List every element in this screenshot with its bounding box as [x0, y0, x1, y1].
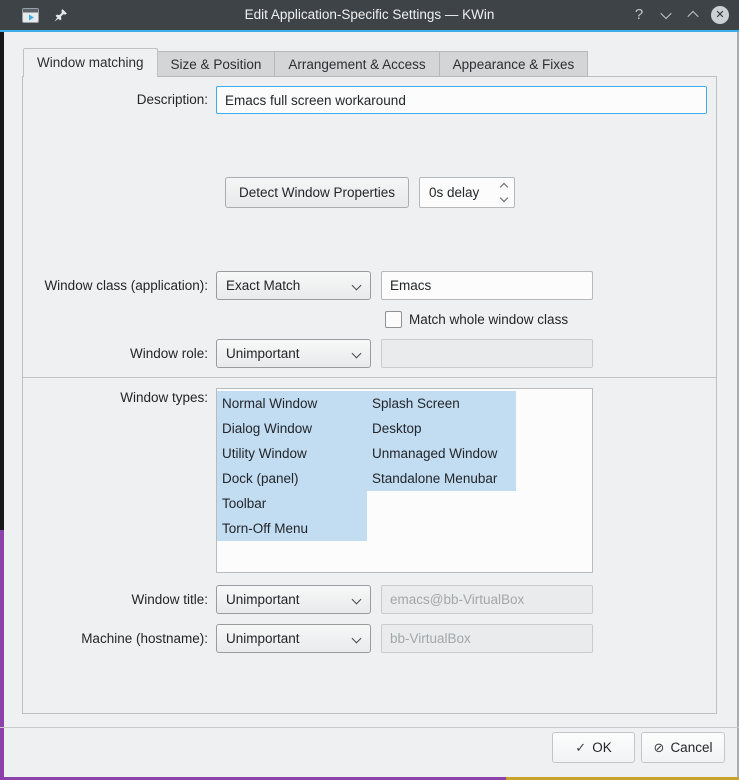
- window-class-label: Window class (application):: [44, 278, 208, 293]
- chevron-down-icon: [660, 8, 671, 19]
- minimize-button[interactable]: [657, 6, 675, 24]
- ok-button[interactable]: [552, 732, 635, 763]
- list-item-unmanaged-window[interactable]: Unmanaged Window: [367, 441, 516, 466]
- tab-bar: [23, 48, 588, 77]
- help-icon: ?: [634, 6, 644, 23]
- window-role-match-value: Unimportant: [226, 346, 300, 361]
- list-item-desktop[interactable]: Desktop: [367, 416, 516, 441]
- window-class-match-value: Exact Match: [226, 278, 301, 293]
- list-item-toolbar[interactable]: Toolbar: [217, 491, 367, 516]
- background-fringe-purple: [0, 530, 4, 780]
- tab-appearance-fixes[interactable]: Appearance & Fixes: [440, 51, 589, 77]
- tab-size-position[interactable]: Size & Position: [158, 51, 276, 77]
- list-item-utility-window[interactable]: Utility Window: [217, 441, 367, 466]
- machine-hostname-label: Machine (hostname):: [81, 631, 208, 646]
- list-item-splash-screen[interactable]: Splash Screen: [367, 391, 516, 416]
- window-title: Edit Application-Specific Settings — KWin: [244, 7, 495, 22]
- machine-match-value: Unimportant: [226, 631, 300, 646]
- titlebar[interactable]: [0, 0, 739, 32]
- tab-window-matching[interactable]: Window matching: [23, 48, 158, 77]
- list-item-dialog-window[interactable]: Dialog Window: [217, 416, 367, 441]
- window-title-label: Window title:: [131, 592, 208, 607]
- close-button[interactable]: [711, 6, 729, 24]
- list-item-normal-window[interactable]: Normal Window: [217, 391, 367, 416]
- window-title-match-value: Unimportant: [226, 592, 300, 607]
- match-whole-window-class-label[interactable]: Match whole window class: [409, 312, 569, 327]
- help-button[interactable]: [630, 6, 648, 24]
- window-types-label: Window types:: [120, 390, 208, 405]
- tab-arrangement-access[interactable]: Arrangement & Access: [275, 51, 439, 77]
- cancel-slash-icon: ⊘: [653, 739, 665, 755]
- ok-button-label: OK: [592, 740, 612, 755]
- window-role-label: Window role:: [129, 346, 208, 361]
- checkmark-icon: ✓: [575, 739, 587, 755]
- list-item-standalone-menubar[interactable]: Standalone Menubar: [367, 466, 516, 491]
- close-icon: ✕: [711, 6, 729, 24]
- chevron-up-icon: [687, 11, 698, 22]
- description-label: Description:: [136, 92, 208, 107]
- cancel-button[interactable]: [641, 732, 725, 763]
- cancel-button-label: Cancel: [670, 740, 713, 755]
- tab-content-frame: [22, 76, 717, 714]
- background-fringe-dark: [0, 32, 4, 530]
- detect-window-properties-button[interactable]: Detect Window Properties: [225, 177, 409, 208]
- buttonbox-separator: [0, 727, 739, 728]
- maximize-button[interactable]: [684, 6, 702, 24]
- list-item-dock-panel[interactable]: Dock (panel): [217, 466, 367, 491]
- delay-value: 0s delay: [429, 185, 480, 200]
- list-item-torn-off-menu[interactable]: Torn-Off Menu: [217, 516, 367, 541]
